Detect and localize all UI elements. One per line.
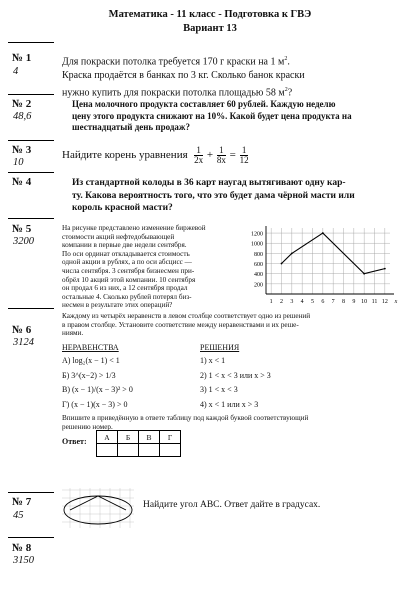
answer-cell[interactable] [160,444,181,457]
answer-cell[interactable] [139,444,160,457]
x-tick-label: 9 [352,299,356,305]
inequalities-list [62,354,133,412]
task3-text: Найдите корень уравнения $\frac{1}{2x}$ + $\frac{1}{8x}$ = $\frac{1}{12}$ [62,145,249,165]
task-answer: 3200 [13,236,34,247]
inequalities-heading: НЕРАВЕНСТВА [62,343,119,352]
task-number: № 5 [12,223,32,235]
task1-text: Для покраски потолка требуется 170 г краски на 1 $м^2$. Краска продаётся в банках по 3 кг. Сколько банок краски нужно купить для покраски потолка площадью 58 $м^2$? [62,56,305,99]
answer-label: Ответ: [62,437,87,446]
y-tick-label: 400 [254,272,263,279]
solutions-heading: РЕШЕНИЯ [200,343,240,352]
inequality-c: В) (x − 1)/(x − 3)² > 0 [62,385,133,394]
task-answer: 48,6 [13,111,32,122]
task-answer: 45 [13,510,24,521]
inequality-d: Г) (x − 1)(x − 3) > 0 [62,399,128,409]
answer-table [96,430,181,457]
inequality-a: А) log₂(x − 1) < 1 [62,356,120,365]
task-answer: 4 [13,66,19,77]
x-tick-label: 6 [321,299,325,305]
y-tick-label: 1000 [251,241,263,248]
divider [8,94,54,95]
task-number: № 2 [12,98,32,110]
task4-text: Из стандартной колоды в 36 карт наугад вытягивают одну кар- ту. Какова вероятность того, что это будет дама чёрной масти или король красной масти? [72,178,355,213]
variant-title: Вариант 13 [183,23,237,34]
y-tick-label: 200 [254,282,263,289]
task-number: № 1 [12,52,32,64]
divider [8,308,54,309]
solution-1: 1) x < 1 [200,356,226,365]
answer-cell[interactable] [97,444,118,457]
task-answer: 10 [13,157,24,168]
data-point [384,268,386,270]
x-tick-label: 11 [371,299,378,305]
angle-figure [60,486,136,530]
divider [8,218,54,219]
inequality-b: Б) 3^(x−2) > 1/3 [62,370,116,380]
x-tick-label: 2 [280,299,283,305]
solution-4: 4) x < 1 или x > 3 [200,399,259,409]
data-point [281,263,283,265]
divider [8,42,54,43]
page-header [0,8,420,36]
answer-cell[interactable] [118,444,139,457]
task5-text: На рисунке представлено изменение биржевой стоимости акций нефтедобывающей компании в первые две недели сентября. По оси ординат откладывается стоимость одной акции в рублях, а по оси абсцисс — числа сентября. 3 сентября бизнесмен при- обрёл 10 акций этой компании. 10 сентября он продал 6 из них, а 12 сентября продал остальные 4. Сколько рублей потерял биз- несмен в результате этих операций? [62,224,206,310]
x-tick-label: 1 [269,299,273,305]
divider [8,537,54,538]
task-number: № 8 [12,542,32,554]
task6-outro: Впишите в приведённую в ответе таблицу под каждой буквой соответствующий решению номер. [62,414,309,431]
x-axis-symbol: x [394,299,398,305]
divider [8,492,54,493]
stock-price-chart [240,222,400,306]
x-tick-label: 5 [311,299,314,305]
task6-intro: Каждому из четырёх неравенств в левом столбце соответствует одно из решений в правом столбце. Установите соответствие между неравенствами и их реше- ниями. [62,312,311,338]
x-tick-label: 10 [361,299,368,305]
answer-col-d: Г [160,431,181,444]
data-point [363,273,365,275]
task-number: № 7 [12,496,32,508]
x-tick-label: 3 [290,299,294,305]
solution-2: 2) 1 < x < 3 или x > 3 [200,370,271,380]
x-tick-label: 8 [342,299,345,305]
task2-text: Цена молочного продукта составляет 60 рублей. Каждую неделю цену этого продукта снижают на 10%. Какой будет цена продукта на шестнадцатый день продаж? [72,99,352,132]
divider [8,172,54,173]
task-number: № 4 [12,176,32,188]
answer-col-c: В [139,431,160,444]
x-tick-label: 4 [300,299,304,305]
task-number: № 6 [12,324,32,336]
task7-text: Найдите угол ABC. Ответ дайте в градусах. [143,500,321,510]
y-tick-label: 1200 [251,231,263,238]
x-tick-label: 7 [331,299,335,305]
data-point [322,232,324,234]
data-point [291,252,293,254]
x-tick-label: 12 [381,299,388,305]
task-number: № 3 [12,144,32,156]
solutions-list [200,354,271,412]
divider [8,140,54,141]
task-answer: 3124 [13,337,34,348]
solution-3: 3) 1 < x < 3 [200,385,238,394]
answer-col-b: Б [118,431,139,444]
task-answer: 3150 [13,555,34,566]
answer-col-a: А [97,431,118,444]
y-tick-label: 600 [254,262,263,269]
y-tick-label: 800 [254,251,263,258]
header-title: Математика - 11 класс - Подготовка к ГВЭ [108,9,312,20]
